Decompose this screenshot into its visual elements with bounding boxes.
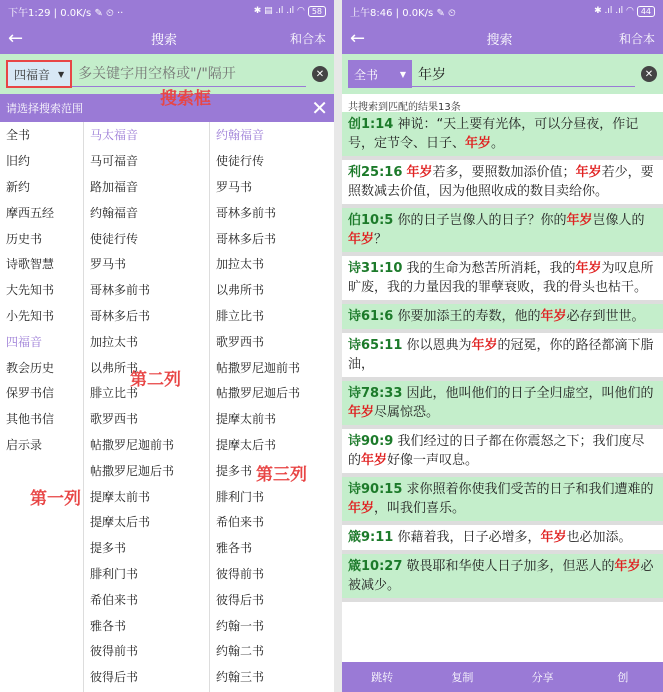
book-item[interactable]: 帖撒罗尼迦后书 (90, 463, 175, 478)
verse-text: ？ (374, 232, 388, 247)
verse-highlight: 年岁 (471, 338, 498, 353)
book-secondary-item[interactable]: 腓利门书 (216, 489, 265, 504)
verse-text: 你要加添王的寿数，他的 (393, 309, 541, 324)
verse-text: ，叫我们喜乐。 (374, 501, 466, 516)
book-item[interactable]: 歌罗西书 (90, 412, 139, 427)
scope-label: 全书 (354, 67, 379, 82)
category-item[interactable]: 保罗书信 (6, 386, 55, 401)
verse-highlight: 年岁 (406, 165, 433, 180)
column-books (83, 122, 209, 692)
book-secondary-item[interactable]: 约翰二书 (216, 644, 265, 659)
book-secondary-item[interactable]: 以弗所书 (216, 283, 265, 298)
verse-result[interactable] (342, 256, 663, 304)
category-item[interactable]: 小先知书 (6, 308, 55, 323)
close-icon[interactable]: ✕ (311, 96, 328, 120)
verse-result[interactable] (342, 160, 663, 208)
book-secondary-item[interactable]: 彼得后书 (216, 592, 265, 607)
share-button[interactable]: 分享 (531, 671, 554, 684)
category-item[interactable]: 四福音 (6, 334, 43, 349)
verse-text: 我们经过的日子都在你震怒之下；我们度尽的 (348, 434, 645, 468)
category-item[interactable]: 大先知书 (6, 283, 55, 298)
scope-dropdown[interactable] (348, 60, 412, 88)
book-item[interactable]: 腓立比书 (90, 386, 139, 401)
battery-icon: 58 (308, 6, 326, 17)
copy-button[interactable]: 复制 (451, 671, 474, 684)
verse-highlight: 年岁 (361, 453, 388, 468)
status-bar: 上午8:46 | 0.0K/s ✎ ⏲ ✱ .ıl .ıl ◠ 44 (342, 0, 663, 22)
clear-icon[interactable]: ✕ (312, 66, 328, 82)
verse-highlight: 年岁 (348, 232, 375, 247)
version-button[interactable]: 和合本 (289, 31, 326, 46)
range-label: 请选择搜索范围 (6, 102, 83, 115)
verse-text: 必被减少。 (348, 559, 654, 593)
book-secondary-item[interactable]: 提摩太后书 (216, 437, 277, 452)
clear-icon[interactable]: ✕ (641, 66, 657, 82)
results-list (342, 112, 663, 654)
book-item[interactable]: 马可福音 (90, 154, 139, 169)
verse-text: 敬畏耶和华使人日子加多，但恶人的 (402, 559, 615, 574)
verse-reference: 诗90:15 (348, 482, 403, 497)
book-item[interactable]: 彼得后书 (90, 670, 139, 685)
verse-reference: 诗61:6 (348, 309, 394, 324)
book-secondary-item[interactable]: 约翰福音 (216, 128, 265, 143)
verse-text: 也必加添。 (566, 530, 632, 545)
book-item[interactable]: 使徒行传 (90, 231, 139, 246)
page-title: 搜索 (486, 32, 513, 48)
verse-highlight: 年岁 (465, 136, 492, 151)
search-row (342, 54, 663, 94)
book-item[interactable]: 提摩太后书 (90, 515, 151, 530)
category-item[interactable]: 诗歌智慧 (6, 257, 55, 272)
verse-text: 必存到世世。 (566, 309, 645, 324)
category-item[interactable]: 启示录 (6, 437, 43, 452)
verse-text: 。 (491, 136, 505, 151)
verse-result[interactable] (342, 554, 663, 602)
category-item[interactable]: 其他书信 (6, 412, 55, 427)
book-item[interactable]: 约翰福音 (90, 205, 139, 220)
verse-text: 我的生命为愁苦所消耗，我的 (402, 261, 576, 276)
verse-text: 若多，要照数加添价值； (432, 165, 576, 180)
book-secondary-item[interactable]: 提摩太前书 (216, 412, 277, 427)
book-secondary-item[interactable]: 歌罗西书 (216, 334, 265, 349)
verse-text: 若少，要照数减去价值，因为他照收成的数目卖给你。 (348, 165, 654, 199)
book-item[interactable]: 雅各书 (90, 618, 127, 633)
column-books-secondary (209, 122, 334, 692)
verse-result[interactable] (342, 477, 663, 525)
verse-highlight: 年岁 (348, 501, 375, 516)
version-button[interactable]: 和合本 (618, 31, 655, 46)
jump-button[interactable]: 跳转 (371, 671, 394, 684)
book-secondary-item[interactable]: 哥林多后书 (216, 231, 277, 246)
verse-text: 的冠冕，你的路径都滴下脂油， (348, 338, 654, 372)
search-input[interactable] (412, 61, 635, 87)
book-secondary-item[interactable]: 约翰一书 (216, 618, 265, 633)
verse-highlight: 年岁 (614, 559, 641, 574)
verse-text: 你的日子岂像人的日子？你的 (393, 213, 567, 228)
verse-reference: 箴9:11 (348, 530, 394, 545)
category-item[interactable]: 摩西五经 (6, 205, 55, 220)
signal-icons: ✱ ▤ .ıl .ıl ◠ (253, 6, 305, 16)
verse-text: 岂像人的 (592, 213, 645, 228)
verse-result[interactable] (342, 304, 663, 333)
book-secondary-item[interactable]: 加拉太书 (216, 257, 265, 272)
page-title: 搜索 (150, 32, 177, 48)
verse-reference: 诗65:11 (348, 338, 403, 353)
annotation-col2: 第二列 (130, 370, 181, 390)
book-secondary-item[interactable]: 罗马书 (216, 179, 253, 194)
book-secondary-item[interactable]: 希伯来书 (216, 515, 265, 530)
verse-highlight: 年岁 (575, 261, 602, 276)
verse-text: 为叹息所旷废，我的力量因我的罪孽衰败，我的骨头也枯干。 (348, 261, 654, 295)
verse-highlight: 年岁 (348, 405, 375, 420)
category-item[interactable]: 教会历史 (6, 360, 55, 375)
verse-result[interactable] (342, 429, 663, 477)
back-arrow-icon[interactable]: ← (8, 27, 24, 49)
right-screen (342, 0, 663, 692)
status-bar: 下午1:29 | 0.0K/s ✎ ⏲ ·· ✱ ▤ .ıl .ıl ◠ 58 (0, 0, 334, 22)
battery-icon: 44 (637, 6, 655, 17)
book-secondary-item[interactable]: 约翰三书 (216, 670, 265, 685)
book-secondary-item[interactable]: 提多书 (216, 463, 253, 478)
verse-reference: 伯10:5 (348, 213, 394, 228)
book-secondary-item[interactable]: 使徒行传 (216, 154, 265, 169)
verse-highlight: 年岁 (540, 309, 567, 324)
book-secondary-item[interactable]: 帖撒罗尼迦前书 (216, 360, 301, 375)
book-item[interactable]: 路加福音 (90, 179, 139, 194)
verse-text: 因此，他叫他们的日子全归虚空，叫他们的 (402, 386, 654, 401)
verse-reference: 创1:14 (348, 117, 394, 132)
verse-result[interactable] (342, 333, 663, 381)
book-secondary-item[interactable]: 帖撒罗尼迦后书 (216, 386, 301, 401)
book-secondary-item[interactable]: 哥林多前书 (216, 205, 277, 220)
verse-reference: 诗31:10 (348, 261, 403, 276)
annotation-col3: 第三列 (256, 465, 307, 485)
verse-result[interactable] (342, 112, 663, 160)
book-columns (0, 122, 334, 692)
book-item[interactable]: 哥林多后书 (90, 308, 151, 323)
verse-text: 你以恩典为 (402, 338, 472, 353)
category-item[interactable]: 历史书 (6, 231, 43, 246)
scope-dropdown[interactable] (6, 60, 72, 88)
dropdown-arrow-icon: ▼ (58, 69, 65, 79)
book-item[interactable]: 马太福音 (90, 128, 139, 143)
result-count: 共搜索到匹配的结果13条 (348, 102, 461, 113)
status-extra-icons: ✎ ⏲ (436, 7, 456, 19)
bottom-toolbar (342, 662, 663, 692)
verse-reference: 利25:16 (348, 165, 403, 180)
book-item[interactable]: 希伯来书 (90, 592, 139, 607)
book-item[interactable]: 帖撒罗尼迦前书 (90, 437, 175, 452)
status-time: 下午1:29 (8, 7, 51, 19)
book-item[interactable]: 提摩太前书 (90, 489, 151, 504)
create-button[interactable]: 创 (617, 671, 629, 684)
signal-icons: ✱ .ıl .ıl ◠ (594, 6, 634, 16)
verse-highlight: 年岁 (540, 530, 567, 545)
book-item[interactable]: 以弗所书 (90, 360, 139, 375)
verse-text: 尽属惊恐。 (374, 405, 440, 420)
book-item[interactable]: 加拉太书 (90, 334, 139, 349)
verse-result[interactable] (342, 208, 663, 256)
verse-reference: 诗90:9 (348, 434, 394, 449)
verse-reference: 箴10:27 (348, 559, 403, 574)
scope-label: 四福音 (14, 67, 51, 82)
book-secondary-item[interactable]: 彼得前书 (216, 566, 265, 581)
app-bar (342, 22, 663, 54)
category-item[interactable]: 新约 (6, 179, 31, 194)
dropdown-arrow-icon: ▼ (399, 69, 406, 79)
annotation-searchbox: 搜索框 (160, 89, 211, 109)
category-item[interactable]: 全书 (6, 128, 31, 143)
book-secondary-item[interactable]: 雅各书 (216, 541, 253, 556)
category-item[interactable]: 旧约 (6, 154, 31, 169)
status-speed: 0.0K/s (60, 7, 92, 19)
book-item[interactable]: 腓利门书 (90, 566, 139, 581)
annotation-col1: 第一列 (30, 489, 81, 509)
book-item[interactable]: 彼得前书 (90, 644, 139, 659)
book-item[interactable]: 提多书 (90, 541, 127, 556)
status-extra-icons: ✎ ⏲ ·· (94, 7, 124, 19)
verse-result[interactable] (342, 381, 663, 429)
verse-result[interactable] (342, 525, 663, 554)
app-bar (0, 22, 334, 54)
book-item[interactable]: 罗马书 (90, 257, 127, 272)
verse-text: 求你照着你使我们受苦的日子和我们遭难的 (402, 482, 654, 497)
book-item[interactable]: 哥林多前书 (90, 283, 151, 298)
column-categories (0, 122, 83, 692)
verse-text: 神说：“天上要有光体，可以分昼夜，作记号，定节令、日子、 (348, 117, 639, 151)
status-time: 上午8:46 (350, 7, 393, 19)
verse-text: 你藉着我，日子必增多， (393, 530, 541, 545)
verse-highlight: 年岁 (566, 213, 593, 228)
verse-text: 好像一声叹息。 (387, 453, 479, 468)
back-arrow-icon[interactable]: ← (350, 27, 366, 49)
book-secondary-item[interactable]: 腓立比书 (216, 308, 265, 323)
verse-highlight: 年岁 (575, 165, 602, 180)
verse-reference: 诗78:33 (348, 386, 403, 401)
status-speed: 0.0K/s (402, 7, 434, 19)
